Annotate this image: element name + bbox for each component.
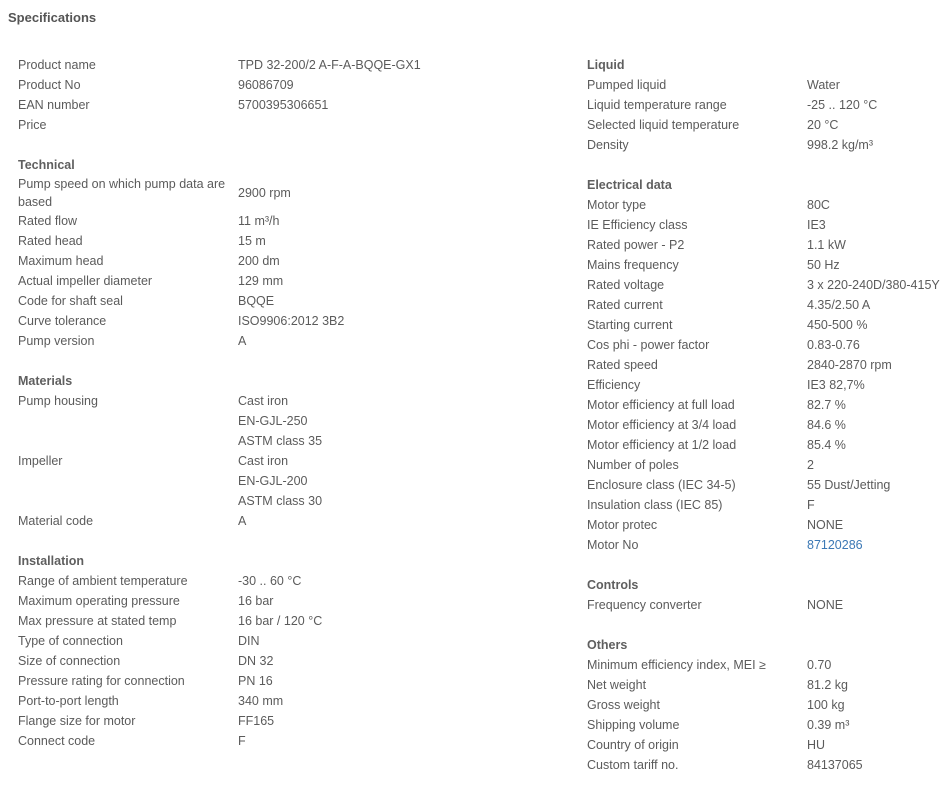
spec-row bbox=[587, 275, 944, 295]
spec-label: Rated power - P2 bbox=[587, 238, 685, 252]
spec-value-line: DIN bbox=[238, 634, 260, 648]
spec-value bbox=[238, 75, 294, 95]
spec-label: Price bbox=[18, 118, 47, 132]
spec-value-line: 11 m³/h bbox=[238, 214, 280, 228]
spec-label: Product name bbox=[18, 58, 96, 72]
spec-value bbox=[807, 655, 831, 675]
spec-value bbox=[807, 195, 830, 215]
section-title: Others bbox=[587, 638, 628, 652]
spec-row bbox=[18, 175, 578, 211]
spec-value-line bbox=[238, 115, 241, 135]
spec-label: Port-to-port length bbox=[18, 694, 119, 708]
spec-value-line: BQQE bbox=[238, 294, 275, 308]
spec-value bbox=[238, 511, 246, 531]
spec-label: Enclosure class (IEC 34-5) bbox=[587, 478, 736, 492]
spec-label: Motor efficiency at 3/4 load bbox=[587, 418, 737, 432]
spec-label: Pump version bbox=[18, 334, 95, 348]
spec-value-line: EN-GJL-200 bbox=[238, 474, 308, 488]
spec-value-line: TPD 32-200/2 A-F-A-BQQE-GX1 bbox=[238, 58, 421, 72]
spec-value-line: HU bbox=[807, 738, 826, 752]
spec-value bbox=[238, 711, 274, 731]
spec-value-line: 16 bar / 120 °C bbox=[238, 614, 323, 628]
spec-label: Flange size for motor bbox=[18, 714, 136, 728]
spec-value-line: 2840-2870 rpm bbox=[807, 358, 892, 372]
spec-label: Max pressure at stated temp bbox=[18, 614, 177, 628]
spec-row bbox=[18, 391, 578, 451]
spec-label: Motor protec bbox=[587, 518, 658, 532]
spec-value-line: Water bbox=[807, 78, 840, 92]
section-technical bbox=[18, 155, 578, 351]
spec-label: Material code bbox=[18, 514, 94, 528]
spec-row bbox=[587, 335, 944, 355]
spec-value-line: IE3 bbox=[807, 218, 826, 232]
spec-value-line: 450-500 % bbox=[807, 318, 868, 332]
spec-value-line: 15 m bbox=[238, 234, 266, 248]
spec-value bbox=[238, 651, 273, 671]
spec-row bbox=[18, 271, 578, 291]
spec-row bbox=[18, 311, 578, 331]
spec-label: Rated voltage bbox=[587, 278, 665, 292]
spec-row bbox=[587, 95, 944, 115]
spec-label: Pressure rating for connection bbox=[18, 674, 185, 688]
spec-row bbox=[18, 591, 578, 611]
spec-row bbox=[587, 75, 944, 95]
spec-label: Maximum head bbox=[18, 254, 104, 268]
spec-row bbox=[18, 631, 578, 651]
spec-value bbox=[238, 251, 280, 271]
spec-label: Pump speed on which pump data are based bbox=[18, 177, 226, 209]
spec-label: Motor efficiency at full load bbox=[587, 398, 735, 412]
spec-label: Code for shaft seal bbox=[18, 294, 123, 308]
spec-label: Rated head bbox=[18, 234, 83, 248]
spec-row bbox=[18, 651, 578, 671]
spec-row bbox=[18, 611, 578, 631]
spec-label: Gross weight bbox=[587, 698, 660, 712]
spec-value bbox=[238, 331, 246, 351]
spec-value bbox=[807, 335, 860, 355]
spec-value bbox=[238, 55, 421, 75]
spec-value bbox=[807, 375, 865, 395]
spec-value bbox=[807, 695, 845, 715]
spec-label: Actual impeller diameter bbox=[18, 274, 153, 288]
spec-value-line: FF165 bbox=[238, 714, 275, 728]
spec-value bbox=[238, 631, 260, 651]
spec-value-line: ISO9906:2012 3B2 bbox=[238, 314, 345, 328]
spec-value bbox=[807, 495, 815, 515]
spec-value bbox=[238, 451, 322, 511]
spec-value-line: ASTM class 35 bbox=[238, 434, 323, 448]
spec-row bbox=[587, 395, 944, 415]
spec-value-line: -30 .. 60 °C bbox=[238, 574, 302, 588]
spec-label: Maximum operating pressure bbox=[18, 594, 180, 608]
spec-value bbox=[807, 455, 814, 475]
spec-value-line: A bbox=[238, 514, 247, 528]
section-title: Technical bbox=[18, 158, 75, 172]
spec-value bbox=[238, 183, 291, 203]
spec-value bbox=[807, 415, 846, 435]
spec-value bbox=[238, 591, 273, 611]
spec-value-line: A bbox=[238, 334, 247, 348]
spec-value bbox=[807, 535, 863, 555]
spec-value bbox=[238, 231, 266, 251]
spec-value bbox=[238, 611, 322, 631]
spec-value bbox=[238, 311, 344, 331]
spec-label: Pump housing bbox=[18, 394, 98, 408]
spec-row bbox=[587, 715, 944, 735]
spec-value-line: 2 bbox=[807, 458, 814, 472]
spec-row bbox=[587, 455, 944, 475]
spec-value-line: 100 kg bbox=[807, 698, 845, 712]
section-electrical bbox=[587, 175, 944, 555]
spec-value bbox=[807, 75, 840, 95]
section-general bbox=[18, 55, 578, 135]
spec-row bbox=[587, 595, 944, 615]
spec-value-line: 129 mm bbox=[238, 274, 284, 288]
spec-row bbox=[587, 435, 944, 455]
spec-value-line: 0.83-0.76 bbox=[807, 338, 860, 352]
spec-value bbox=[807, 235, 846, 255]
spec-value-line: 5700395306651 bbox=[238, 98, 329, 112]
spec-value bbox=[807, 95, 877, 115]
section-others bbox=[587, 635, 944, 775]
spec-label: Net weight bbox=[587, 678, 647, 692]
spec-row bbox=[587, 515, 944, 535]
spec-row bbox=[18, 331, 578, 351]
spec-value bbox=[238, 115, 241, 135]
spec-label: Motor efficiency at 1/2 load bbox=[587, 438, 737, 452]
spec-row bbox=[18, 55, 578, 75]
spec-value bbox=[807, 115, 838, 135]
spec-value bbox=[807, 435, 846, 455]
spec-label: IE Efficiency class bbox=[587, 218, 688, 232]
spec-value-line: PN 16 bbox=[238, 674, 273, 688]
spec-value bbox=[238, 691, 283, 711]
spec-row bbox=[18, 711, 578, 731]
spec-value bbox=[238, 271, 283, 291]
spec-row bbox=[587, 115, 944, 135]
spec-label: Cos phi - power factor bbox=[587, 338, 710, 352]
spec-label: Rated current bbox=[587, 298, 663, 312]
spec-label: Size of connection bbox=[18, 654, 121, 668]
spec-value bbox=[807, 315, 867, 335]
spec-value-line: 0.70 bbox=[807, 658, 832, 672]
spec-label: Liquid temperature range bbox=[587, 98, 727, 112]
spec-value bbox=[807, 135, 873, 155]
spec-value bbox=[807, 755, 863, 775]
spec-value-line: F bbox=[238, 734, 246, 748]
spec-value-line: 2900 rpm bbox=[238, 186, 291, 200]
spec-value-line: EN-GJL-250 bbox=[238, 414, 308, 428]
spec-value-line: 4.35/2.50 A bbox=[807, 298, 871, 312]
spec-label: Type of connection bbox=[18, 634, 123, 648]
spec-row bbox=[587, 495, 944, 515]
spec-row bbox=[587, 315, 944, 335]
spec-value-line: 16 bar bbox=[238, 594, 274, 608]
spec-value-line: 998.2 kg/m³ bbox=[807, 138, 874, 152]
spec-label: Number of poles bbox=[587, 458, 679, 472]
section-title: Controls bbox=[587, 578, 639, 592]
spec-value-line: 340 mm bbox=[238, 694, 284, 708]
spec-row bbox=[18, 451, 578, 511]
spec-row bbox=[18, 231, 578, 251]
spec-row bbox=[587, 415, 944, 435]
spec-value bbox=[807, 715, 849, 735]
spec-label: Connect code bbox=[18, 734, 96, 748]
spec-value bbox=[807, 255, 840, 275]
spec-label: Frequency converter bbox=[587, 598, 702, 612]
section-liquid bbox=[587, 55, 944, 155]
page-title: Specifications bbox=[8, 10, 97, 25]
spec-value bbox=[807, 675, 848, 695]
section-title: Liquid bbox=[587, 58, 625, 72]
spec-value-line: 3 x 220-240D/380-415Y bbox=[807, 278, 940, 292]
spec-value-line: 85.4 % bbox=[807, 438, 846, 452]
spec-row bbox=[587, 235, 944, 255]
spec-value bbox=[807, 355, 892, 375]
spec-label: Range of ambient temperature bbox=[18, 574, 188, 588]
spec-label: Density bbox=[587, 138, 629, 152]
spec-label: Efficiency bbox=[587, 378, 641, 392]
spec-value-line: -25 .. 120 °C bbox=[807, 98, 878, 112]
spec-label: Rated flow bbox=[18, 214, 78, 228]
spec-label: Rated speed bbox=[587, 358, 658, 372]
spec-label: Country of origin bbox=[587, 738, 679, 752]
spec-value-line: IE3 82,7% bbox=[807, 378, 865, 392]
spec-row bbox=[587, 475, 944, 495]
spec-row bbox=[18, 75, 578, 95]
spec-row bbox=[18, 251, 578, 271]
spec-value-line: 55 Dust/Jetting bbox=[807, 478, 891, 492]
spec-row bbox=[587, 695, 944, 715]
spec-value bbox=[238, 671, 273, 691]
left-column bbox=[18, 55, 578, 771]
spec-value-line: 50 Hz bbox=[807, 258, 840, 272]
spec-value-line: 1.1 kW bbox=[807, 238, 846, 252]
spec-row bbox=[587, 355, 944, 375]
spec-label: Insulation class (IEC 85) bbox=[587, 498, 723, 512]
spec-value-line: F bbox=[807, 498, 815, 512]
spec-row bbox=[18, 211, 578, 231]
spec-value-line: DN 32 bbox=[238, 654, 274, 668]
spec-value bbox=[238, 95, 328, 115]
spec-label: Impeller bbox=[18, 454, 63, 468]
spec-value-line: NONE bbox=[807, 518, 844, 532]
spec-row bbox=[18, 115, 578, 135]
spec-value-line: 81.2 kg bbox=[807, 678, 849, 692]
spec-value-line: 200 dm bbox=[238, 254, 280, 268]
spec-value-line: 84137065 bbox=[807, 758, 863, 772]
motor-no-link[interactable]: 87120286 bbox=[807, 538, 863, 552]
spec-value bbox=[807, 215, 826, 235]
spec-label: Product No bbox=[18, 78, 81, 92]
spec-value bbox=[807, 295, 870, 315]
spec-row bbox=[18, 571, 578, 591]
section-title: Installation bbox=[18, 554, 84, 568]
spec-row bbox=[587, 215, 944, 235]
spec-value bbox=[238, 571, 301, 591]
section-title: Electrical data bbox=[587, 178, 672, 192]
spec-row bbox=[18, 95, 578, 115]
spec-row bbox=[18, 691, 578, 711]
spec-row bbox=[587, 195, 944, 215]
spec-row bbox=[587, 655, 944, 675]
spec-label: Selected liquid temperature bbox=[587, 118, 740, 132]
spec-label: Motor No bbox=[587, 538, 639, 552]
spec-row bbox=[587, 135, 944, 155]
spec-value-line: 96086709 bbox=[238, 78, 294, 92]
spec-label: Custom tariff no. bbox=[587, 758, 679, 772]
spec-label: Shipping volume bbox=[587, 718, 680, 732]
spec-value-line: 82.7 % bbox=[807, 398, 846, 412]
section-installation bbox=[18, 551, 578, 751]
spec-value bbox=[238, 731, 246, 751]
spec-row bbox=[587, 735, 944, 755]
spec-value bbox=[807, 595, 843, 615]
spec-row bbox=[18, 731, 578, 751]
spec-value bbox=[807, 275, 940, 295]
spec-row bbox=[587, 295, 944, 315]
spec-value-line: 84.6 % bbox=[807, 418, 846, 432]
section-materials bbox=[18, 371, 578, 531]
spec-label: Mains frequency bbox=[587, 258, 679, 272]
spec-value bbox=[807, 395, 846, 415]
spec-label: Minimum efficiency index, MEI ≥ bbox=[587, 658, 766, 672]
spec-label: Motor type bbox=[587, 198, 647, 212]
spec-row bbox=[587, 755, 944, 775]
spec-row bbox=[18, 671, 578, 691]
section-controls bbox=[587, 575, 944, 615]
spec-value bbox=[238, 211, 279, 231]
right-column bbox=[587, 55, 944, 795]
spec-row bbox=[587, 535, 944, 555]
spec-value-line: Cast iron bbox=[238, 454, 289, 468]
spec-label: Pumped liquid bbox=[587, 78, 667, 92]
spec-value bbox=[807, 475, 890, 495]
spec-value bbox=[807, 735, 825, 755]
spec-value-line: 80C bbox=[807, 198, 830, 212]
spec-value-line: NONE bbox=[807, 598, 844, 612]
spec-value bbox=[238, 291, 274, 311]
spec-label: Starting current bbox=[587, 318, 673, 332]
spec-row bbox=[587, 375, 944, 395]
spec-value-line: 20 °C bbox=[807, 118, 839, 132]
spec-value bbox=[807, 515, 843, 535]
spec-label: Curve tolerance bbox=[18, 314, 107, 328]
spec-row bbox=[587, 255, 944, 275]
spec-row bbox=[587, 675, 944, 695]
section-title: Materials bbox=[18, 374, 73, 388]
spec-value bbox=[238, 391, 322, 451]
spec-row bbox=[18, 511, 578, 531]
spec-value-line: ASTM class 30 bbox=[238, 494, 323, 508]
spec-row bbox=[18, 291, 578, 311]
spec-value-line: 0.39 m³ bbox=[807, 718, 850, 732]
spec-label: EAN number bbox=[18, 98, 90, 112]
spec-value-line: Cast iron bbox=[238, 394, 289, 408]
